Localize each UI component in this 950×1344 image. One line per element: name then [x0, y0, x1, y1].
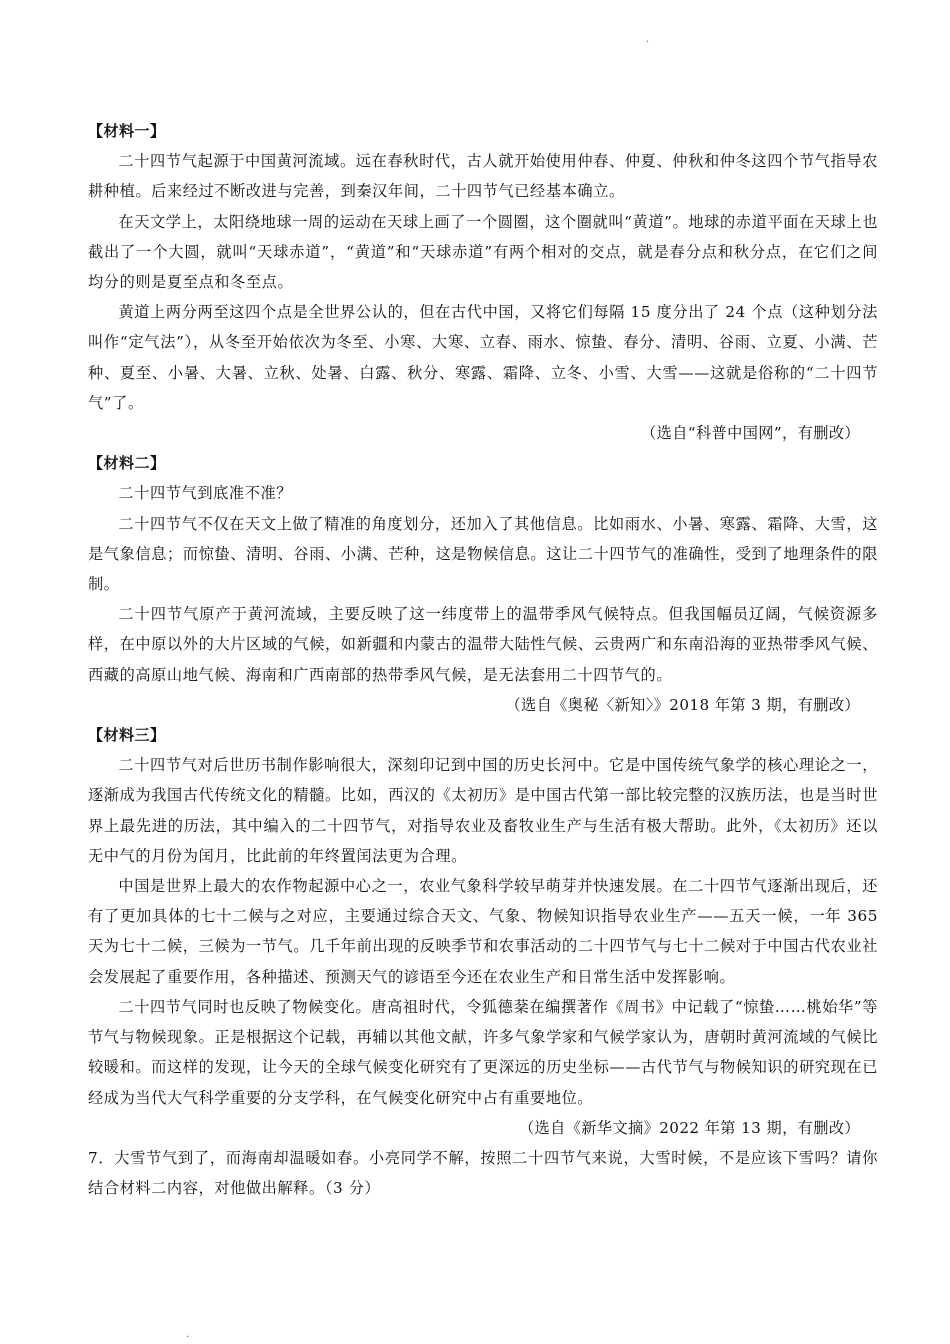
material-three-paragraph-1: 二十四节气对后世历书制作影响很大，深刻印记到中国的历史长河中。它是中国传统气象学的核心理论之一，逐渐成为我国古代传统文化的精髓。比如，西汉的《太初历》是中国古代第一部比较完整的汉族历法，也是当时世界上最先进的历法，其中编入的二十四节气，对指导农业及畜牧业生产与生活有极大帮助。此外，《太初历》还以无中气的月份为闰月，比此前的年终置闰法更为合理。	[88, 756, 878, 865]
document-content	[88, 116, 878, 1203]
material-one-source: （选自“科普中国网”，有删改）	[641, 424, 860, 443]
material-three-paragraph-2: 中国是世界上最大的农作物起源中心之一，农业气象科学较早萌芽并快速发展。在二十四节气逐渐出现后，还有了更加具体的七十二候与之对应，主要通过综合天文、气象、物候知识指导农业生产——五天一候，一年 365 天为七十二候，三候为一节气。几千年前出现的反映季节和农事活动的二十四节气与七十二候对于中国古代农业社会发展起了重要作用，各种描述、预测天气的谚语至今还在农业生产和日常生活中发挥影响。	[88, 877, 878, 986]
material-two-source: （选自《奥秘〈新知〉》2018 年第 3 期，有删改）	[505, 695, 860, 714]
top-dot-mark: ·	[646, 37, 650, 48]
question-7: 7．大雪节气到了，而海南却温暖如春。小亮同学不解，按照二十四节气来说，大雪时候，不是应该下雪吗？请你结合材料二内容，对他做出解释。（3 分）	[88, 1148, 878, 1198]
material-two-section	[88, 448, 878, 720]
material-one-section	[88, 116, 878, 448]
material-two-paragraph-2: 二十四节气不仅在天文上做了精准的角度划分，还加入了其他信息。比如雨水、小暑、寒露、霜降、大雪，这是气象信息；而惊蛰、清明、谷雨、小满、芒种，这是物候信息。这让二十四节气的准确性，受到了地理条件的限制。	[88, 514, 878, 594]
material-three-title: 【材料三】	[88, 726, 166, 745]
material-one-paragraph-2: 在天文学上，太阳绕地球一周的运动在天球上画了一个圆圈，这个圈就叫“黄道”。地球的赤道平面在天球上也截出了一个大圆，就叫“天球赤道”，“黄道”和“天球赤道”有两个相对的交点，就是春分点和秋分点，在它们之间均分的则是夏至点和冬至点。	[88, 212, 878, 292]
material-one-paragraph-3: 黄道上两分两至这四个点是全世界公认的，但在古代中国，又将它们每隔 15 度分出了 24 个点（这种划分法叫作“定气法”），从冬至开始依次为冬至、小寒、大寒、立春、雨水、惊蛰、春分、清明、谷雨、立夏、小满、芒种、夏至、小暑、大暑、立秋、处暑、白露、秋分、寒露、霜降、立冬、小雪、大雪——这就是俗称的“二十四节气”了。	[88, 303, 878, 412]
material-three-source: （选自《新华文摘》2022 年第 13 期，有删改）	[518, 1118, 860, 1137]
bottom-dot-mark: .	[186, 1329, 190, 1340]
material-three-paragraph-3: 二十四节气同时也反映了物候变化。唐高祖时代，令狐德棻在编撰著作《周书》中记载了“惊蛰……桃始华”等节气与物候现象。正是根据这个记载，再辅以其他文献，许多气象学家和气候学家认为，唐朝时黄河流域的气候比较暖和。而这样的发现，让今天的全球气候变化研究有了更深远的历史坐标——古代节气与物候知识的研究现在已经成为当代大气科学重要的分支学科，在气候变化研究中占有重要地位。	[88, 997, 878, 1107]
material-one-paragraph-1: 二十四节气起源于中国黄河流域。远在春秋时代，古人就开始使用仲春、仲夏、仲秋和仲冬这四个节气指导农耕种植。后来经过不断改进与完善，到秦汉年间，二十四节气已经基本确立。	[88, 152, 878, 201]
material-two-paragraph-1: 二十四节气到底准不准？	[118, 484, 293, 503]
material-three-section	[88, 720, 878, 1143]
material-two-title: 【材料二】	[88, 454, 166, 473]
material-one-title: 【材料一】	[88, 122, 166, 140]
material-two-paragraph-3: 二十四节气原产于黄河流域，主要反映了这一纬度带上的温带季风气候特点。但我国幅员辽阔，气候资源多样，在中原以外的大片区域的气候，如新疆和内蒙古的温带大陆性气候、云贵两广和东南沿海的亚热带季风气候、西藏的高原山地气候、海南和广西南部的热带季风气候，是无法套用二十四节气的。	[88, 605, 878, 684]
